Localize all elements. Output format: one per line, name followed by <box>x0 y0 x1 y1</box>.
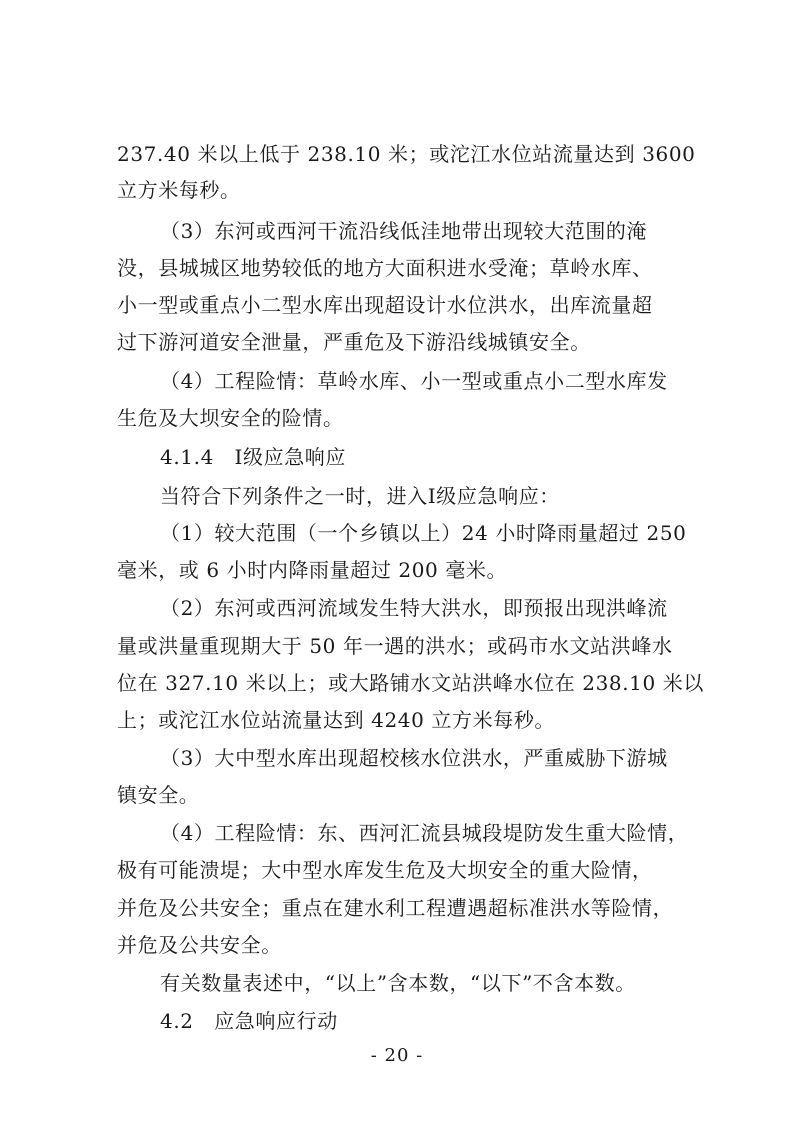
page-number: - 20 - <box>370 1045 424 1066</box>
paragraph-item-3-line: （3）东河或西河干流沿线低洼地带出现较大范围的淹 <box>160 219 648 243</box>
text-line: 生危及大坝安全的险情。 <box>117 406 344 430</box>
text-line: 小一型或重点小二型水库出现超设计水位洪水，出库流量超 <box>117 293 653 317</box>
text-line: 极有可能溃堤；大中型水库发生危及大坝安全的重大险情， <box>117 858 653 882</box>
paragraph-item-2-line: （2）东河或西河流域发生特大洪水，即预报出现洪峰流 <box>160 596 668 620</box>
text-line: 量或洪量重现期大于 50 年一遇的洪水；或码市水文站洪峰水 <box>117 634 673 658</box>
paragraph-note-line: 有关数量表述中，“以上”含本数，“以下”不含本数。 <box>160 971 636 995</box>
text-line: 没，县城城区地势较低的地方大面积进水受淹；草岭水库、 <box>117 256 653 280</box>
text-line: 237.40 米以上低于 238.10 米；或沱江水位站流量达到 3600 <box>117 142 696 166</box>
text-line: 上；或沱江水位站流量达到 4240 立方米每秒。 <box>117 708 556 732</box>
text-line: 位在 327.10 米以上；或大路铺水文站洪峰水位在 238.10 米以 <box>117 671 704 695</box>
text-line: 并危及公共安全。 <box>117 933 282 957</box>
text-line: 立方米每秒。 <box>117 178 241 202</box>
text-line: 并危及公共安全；重点在建水利工程遭遇超标准洪水等险情， <box>117 896 674 920</box>
paragraph-intro-line: 当符合下列条件之一时，进入Ⅰ级应急响应： <box>160 484 560 508</box>
section-heading-4-2: 4.2 应急响应行动 <box>160 1009 338 1033</box>
paragraph-item-3-line: （3）大中型水库出现超校核水位洪水，严重威胁下游城 <box>160 746 668 770</box>
paragraph-item-4-line: （4）工程险情：草岭水库、小一型或重点小二型水库发 <box>160 369 668 393</box>
text-line: 镇安全。 <box>117 783 200 807</box>
paragraph-item-1-line: （1）较大范围（一个乡镇以上）24 小时降雨量超过 250 <box>160 521 687 545</box>
text-line: 过下游河道安全泄量，严重危及下游沿线城镇安全。 <box>117 330 591 354</box>
text-line: 毫米，或 6 小时内降雨量超过 200 毫米。 <box>117 558 508 582</box>
paragraph-item-4-line: （4）工程险情：东、西河汇流县城段堤防发生重大险情， <box>160 821 689 845</box>
section-heading-4-1-4: 4.1.4 Ⅰ级应急响应 <box>160 445 346 469</box>
